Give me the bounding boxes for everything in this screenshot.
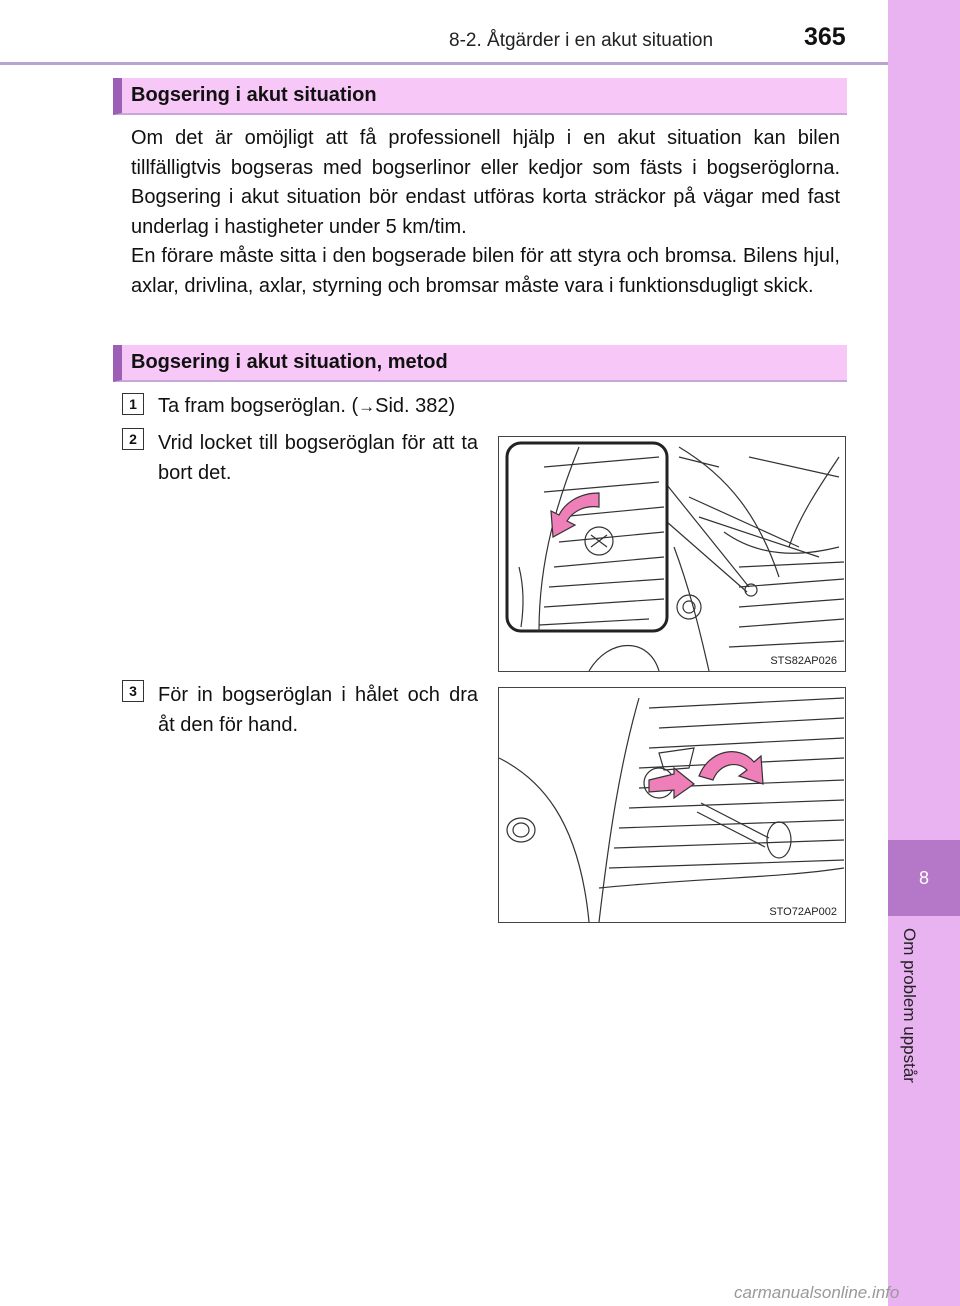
chapter-number: 8 [918,867,929,888]
section-heading-towing [113,78,847,115]
page-number: 365 [804,23,846,51]
paragraph-towing-driver: En förare måste sitta i den bogserade bilen för att styra och bromsa. Bilens hjul, axlar, drivlina, axlar, styrning och bromsar måste vara i funktionsdugligt skick. [131,245,840,297]
section-heading-text: Bogsering i akut situation [131,84,377,106]
step-number-3: 3 [122,680,144,702]
header-rule [0,62,888,65]
watermark: carmanualsonline.info [734,1283,900,1302]
step-number-2: 2 [122,428,144,450]
page-reference-link[interactable]: Sid. 382) [375,395,456,417]
figure-code: STS82AP026 [770,655,837,667]
figure-code: STO72AP002 [769,906,837,918]
illustration-tow-eye-insertion [499,688,845,922]
figure-remove-cap [498,436,846,672]
push-arrow-icon [649,768,694,798]
figure-insert-tow-eye [498,687,846,923]
illustration-bumper-cap-removal [499,437,845,671]
step-text-1 [158,392,558,422]
section-heading-towing-method [113,345,847,382]
step-text-3: För in bogseröglan i hålet och dra åt den för hand. [158,684,478,736]
section-heading-text: Bogsering i akut situation, metod [131,351,448,373]
reference-arrow-icon: → [358,397,376,416]
section1-body [131,124,840,301]
step-text-2: Vrid locket till bogseröglan för att ta bort det. [158,432,478,484]
step-number-1: 1 [122,393,144,415]
step-1-text-before: Ta fram bogseröglan. ( [158,395,359,417]
chapter-title: Om problem uppstår [900,928,919,1083]
chapter-number-block [888,840,960,916]
paragraph-towing-intro: Om det är omöjligt att få professionell hjälp i en akut situation kan bilen tillfälligtvis bogseras med bogserlinor eller kedjor som fästs i bogseröglorna. Bogsering i akut situation bör endast utföras korta sträckor på vägar med fast underlag i hastigheter under 5 km/tim. [131,127,840,238]
tighten-arrow-icon [699,752,763,784]
header-section-title: 8-2. Åtgärder i en akut situation [449,30,714,51]
chapter-title-wrap [897,928,923,1148]
